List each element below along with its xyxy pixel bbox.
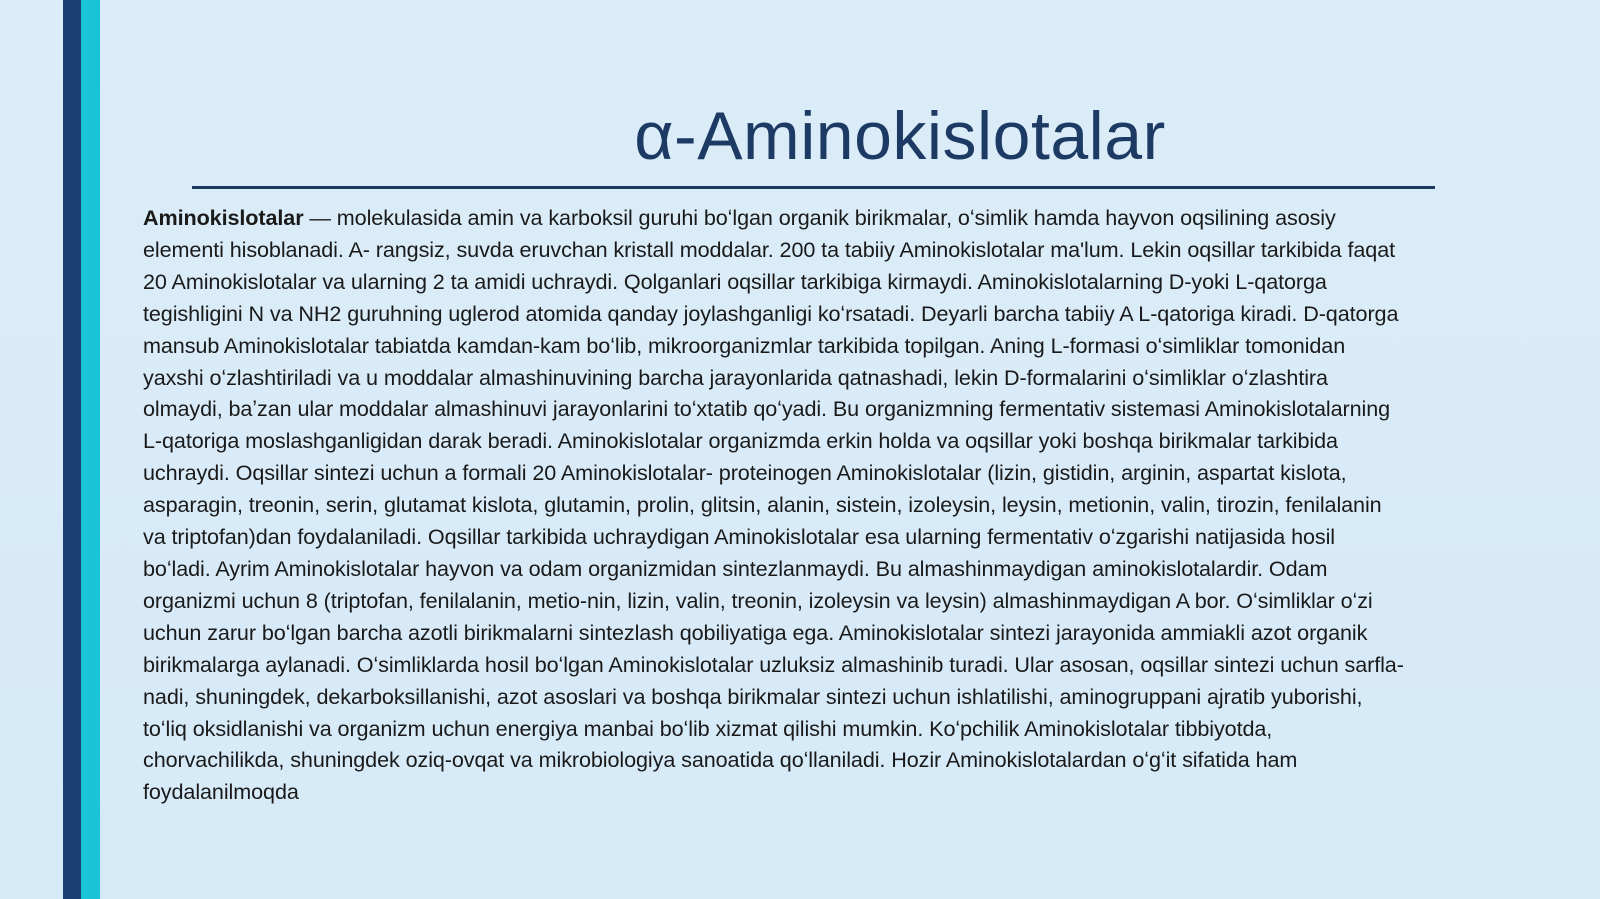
- body-line: 20 Aminokislotalar va ularning 2 ta amidi uchraydi. Qolganlari oqsillar tarkibiga kirmaydi. Aminokislotalarning D-yoki L-qatorga: [143, 268, 1327, 294]
- body-line: chorvachilikda, shuningdek oziq-ovqat va mikrobiologiya sanoatida qoʻllaniladi. Hozir Aminokislotalardan oʻgʻit sifatida ham: [143, 747, 1298, 773]
- body-line: organizmi uchun 8 (triptofan, fenilalanin, metio-nin, lizin, valin, treonin, izoleysin va leysin) almashinmaydigan A bor. Oʻsimliklar oʻzi: [143, 587, 1373, 613]
- body-line: tegishligini N va NH2 guruhning uglerod atomida qanday joylashganligi koʻrsatadi. Deyarli barcha tabiiy A L-qatoriga kiradi. D-qatorga: [143, 300, 1399, 326]
- slide-title: α-Aminokislotalar: [634, 98, 1166, 174]
- left-accent-stripe-dark: [63, 0, 81, 899]
- title-underline: [192, 186, 1435, 189]
- body-line: yaxshi oʻzlashtiriladi va u moddalar almashinuvining barcha jarayonlarida qatnashadi, lekin D-formalarini oʻsimliklar oʻzlashtira: [143, 364, 1328, 390]
- body-line: uchraydi. Oqsillar sintezi uchun a formali 20 Aminokislotalar- proteinogen Aminokislotalar (lizin, gistidin, arginin, aspartat kislota,: [143, 460, 1347, 486]
- body-line: L-qatoriga moslashganligidan darak beradi. Aminokislotalar organizmda erkin holda va oqsillar yoki boshqa birikmalar tarkibida: [143, 428, 1338, 454]
- body-line: [143, 202, 1583, 234]
- slide-body-text: [143, 202, 1583, 808]
- term-bold: Aminokislotalar: [143, 205, 304, 230]
- body-line: elementi hisoblanadi. A- rangsiz, suvda eruvchan kristall moddalar. 200 ta tabiiy Aminokislotalar ma'lum. Lekin oqsillar tarkibida faqat: [143, 236, 1396, 262]
- body-line: va triptofan)dan foydalaniladi. Oqsillar tarkibida uchraydigan Aminokislotalar esa ularning fermentativ oʻzgarishi natijasida hosil: [143, 524, 1335, 550]
- body-line-text: — molekulasida amin va karboksil guruhi boʻlgan organik birikmalar, oʻsimlik hamda hayvon oqsilining asosiy: [303, 205, 1336, 230]
- body-line: asparagin, treonin, serin, glutamat kislota, glutamin, prolin, glitsin, alanin, sistein, izoleysin, leysin, metionin, valin, tirozin, fenilalanin: [143, 492, 1382, 518]
- body-line: mansub Aminokislotalar tabiatda kamdan-kam boʻlib, mikroorganizmlar tarkibida topilgan. Aning L-formasi oʻsimliklar tomonidan: [143, 332, 1346, 358]
- body-line: boʻladi. Ayrim Aminokislotalar hayvon va odam organizmidan sintezlanmaydi. Bu almashinmaydigan aminokislotalardir. Odam: [143, 555, 1328, 581]
- left-accent-stripe-light: [81, 0, 100, 899]
- body-line: uchun zarur boʻlgan barcha azotli birikmalarni sintezlash qobiliyatiga ega. Aminokislotalar sintezi jarayonida ammiakli azot organik: [143, 619, 1368, 645]
- body-line: foydalanilmoqda: [143, 779, 299, 805]
- body-line: toʻliq oksidlanishi va organizm uchun energiya manbai boʻlib xizmat qilishi mumkin. Koʻpchilik Aminokislotalar tibbiyotda,: [143, 715, 1273, 741]
- body-line: birikmalarga aylanadi. Oʻsimliklarda hosil boʻlgan Aminokislotalar uzluksiz almashinib turadi. Ular asosan, oqsillar sintezi uchun sarfla-: [143, 651, 1404, 677]
- body-line: olmaydi, baʼzan ular moddalar almashinuvi jarayonlarini toʻxtatib qoʻyadi. Bu organizmning fermentativ sistemasi Aminokislotalarning: [143, 396, 1391, 422]
- body-line: nadi, shuningdek, dekarboksillanishi, azot asoslari va boshqa birikmalar sintezi uchun ishlatilishi, aminogruppani ajratib yuborishi,: [143, 683, 1363, 709]
